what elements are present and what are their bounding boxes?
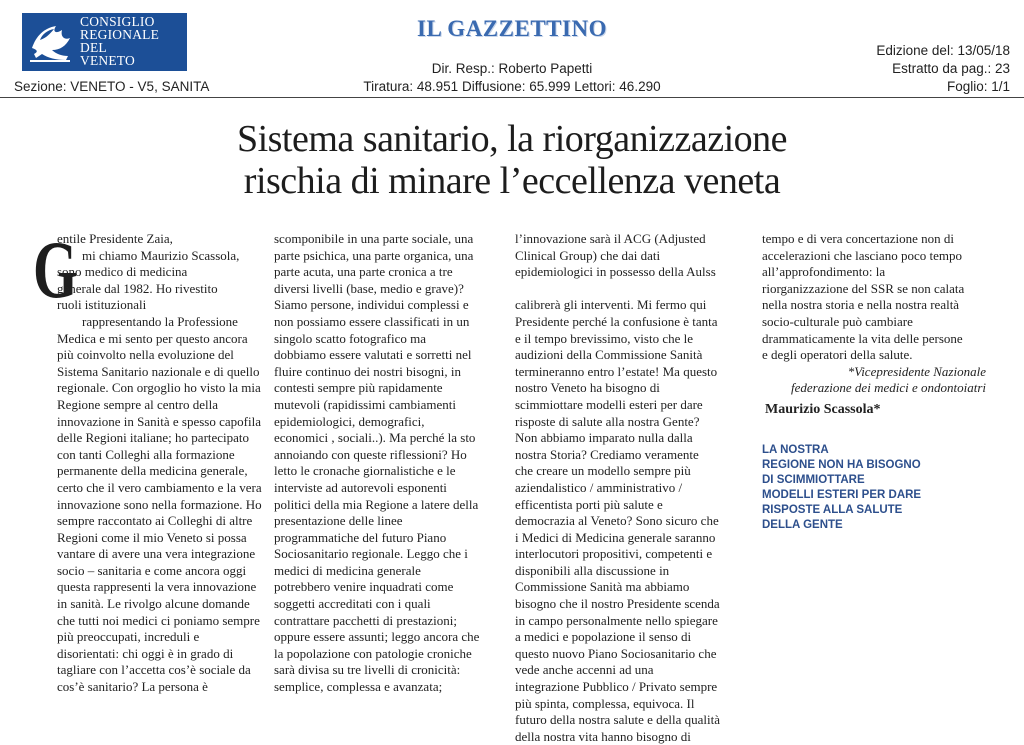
text-line: e degli operatori della salute. — [762, 347, 913, 363]
pull-quote — [762, 443, 986, 533]
text-line: vantare di avere una vera integrazione — [57, 546, 256, 562]
text-line: socio – sanitaria e come ancora oggi — [57, 562, 247, 578]
text-line: cos’è sanitario? La persona è — [57, 679, 208, 695]
logo-line: REGIONALE — [80, 27, 160, 42]
pull-quote-line: DI SCIMMIOTTARE — [762, 473, 865, 486]
text-line: tagliare con l’accetta cos’è sociale da — [57, 662, 251, 678]
text-line: tempo e di vera concertazione non di — [762, 231, 955, 246]
text-line: semplice, complessa e avanzata; — [274, 679, 443, 695]
text-line: termineranno entro l’estate! Ma questo — [515, 363, 718, 379]
text-line: delle Regioni italiane; ho partecipato — [57, 430, 250, 446]
logo-line: VENETO — [80, 53, 135, 68]
text-line: innovazione in Sanità e spesso capofila — [57, 413, 261, 429]
text-line: generale dal 1982. Ho rivestito — [57, 280, 218, 296]
text-line: contrattare pacchetti di prestazioni; — [274, 612, 457, 628]
text-line: con tanti Colleghi alla formazione — [57, 446, 235, 462]
text-line: bisogno che il nostro Presidente scenda — [515, 596, 720, 612]
text-line: entile Presidente Zaia, — [57, 231, 173, 246]
text-line: permanente della medicina generale, — [57, 463, 248, 479]
author-signature: Maurizio Scassola* — [765, 401, 881, 417]
text-line: più spinta, complessa, equivoca. Il — [515, 695, 695, 711]
logo-line: CONSIGLIO — [80, 14, 155, 29]
text-line: questa rappresenti la vera innovazione — [57, 579, 257, 595]
text-line: e il tempo brevissimo, visto che le — [515, 330, 693, 346]
text-line: che creare un modello sempre più — [515, 463, 691, 479]
text-line: oppure essere assunti; leggo ancora che — [274, 629, 480, 645]
text-line: i Medici di Medicina generale saranno — [515, 529, 716, 545]
logo-line: DEL — [80, 40, 107, 55]
text-line: regionale. Con orgoglio ho visto la mia — [57, 380, 261, 396]
article-column-4 — [762, 231, 986, 533]
text-line: parte acuta, una parte cronica a tre — [274, 264, 453, 280]
text-line: Clinical Group) che dai dati — [515, 247, 661, 263]
text-line: mutevoli (rapidissimi cambiamenti — [274, 396, 456, 412]
text-line: integrazione Pubblico / Privato sempre — [515, 679, 718, 695]
text-line: annoiando con queste riflessioni? Ho — [274, 446, 467, 462]
text-line: audizioni della Commissione Sanità — [515, 347, 703, 363]
text-line: diversi livelli (base, medio e grave)? — [274, 280, 464, 296]
text-line: a medici e popolazione il senso di — [515, 629, 692, 645]
text-line: parte psichica, una parte organica, una — [274, 247, 474, 263]
text-line: medici di medicina generale — [274, 562, 421, 578]
article-column-1 — [57, 231, 263, 696]
text-line: accelerazioni che lasciano poco tempo — [762, 247, 962, 263]
text-line: in campo personalmente nello spiegare — [515, 612, 718, 628]
text-line: singolo scatto fotografico ma — [274, 330, 426, 346]
text-line: la popolazione con patologie croniche — [274, 645, 472, 661]
text-line: socio-culturale può cambiare — [762, 313, 913, 329]
text-line: più coinvolto nella evoluzione del — [57, 347, 234, 363]
headline-line: rischia di minare l’eccellenza veneta — [243, 160, 781, 202]
text-line: certo che il vero cambiamento e la vera — [57, 479, 262, 495]
text-line: epidemiologici, demografici, — [274, 413, 425, 429]
text-line: democrazia al Veneto? Sono sicuro che — [515, 513, 719, 529]
author-role: federazione dei medici e ondontoiatri — [791, 380, 986, 396]
article-headline — [0, 118, 1024, 202]
text-line: riorganizzazione del SSR se non calata — [762, 280, 965, 296]
text-line: questo nuovo Piano Sociosanitario che — [515, 645, 717, 661]
text-line: contesti sempre più rapidamente — [274, 380, 443, 396]
text-line: l’innovazione sarà il ACG (Adjusted — [515, 231, 706, 246]
text-line: Sistema Sanitario nazionale e di quello — [57, 363, 260, 379]
director-info: Dir. Resp.: Roberto Papetti — [431, 61, 593, 76]
article-column-2 — [274, 231, 494, 696]
edition-date: Edizione del: 13/05/18 — [876, 43, 1010, 58]
newspaper-masthead: IL GAZZETTINO — [417, 16, 607, 41]
text-line: ruoli istituzionali — [57, 297, 147, 313]
text-line: scimmiottare modelli esteri per dare — [515, 396, 703, 412]
text-line: della nostra vita hanno bisogno di — [515, 728, 691, 744]
headline-line: Sistema sanitario, la riorganizzazione — [236, 118, 788, 160]
text-line: interviste ad autorevoli esponenti — [274, 479, 447, 495]
text-line: più preoccupati, increduli e — [57, 629, 200, 645]
text-line: mi chiamo Maurizio Scassola, — [82, 247, 240, 263]
pull-quote-line: DELLA GENTE — [762, 518, 843, 531]
text-line: che tutti noi medici ci poniamo sempre — [57, 612, 260, 628]
text-line: presentazione delle linee — [274, 513, 403, 529]
text-line: in sanità. Le rivolgo alcune domande — [57, 596, 250, 612]
text-line: potrebbero venire inquadrati come — [274, 579, 454, 595]
text-line: efficentista porti più salute e — [515, 496, 663, 512]
text-line: Commissione Sanità ma abbiamo — [515, 579, 690, 595]
article-column-3 — [515, 231, 740, 745]
text-line: nostro Veneto ha bisogno di — [515, 380, 660, 396]
text-line: risposte di salute alla nostra Gente? — [515, 413, 700, 429]
text-line: all’approfondimento: la — [762, 264, 886, 280]
circulation-info: Tiratura: 48.951 Diffusione: 65.999 Lettori: 46.290 — [363, 79, 661, 94]
text-line: soggetti accreditati con i quali — [274, 596, 431, 612]
text-line: Presidente perché la confusione è tanta — [515, 313, 718, 329]
clipping-header — [0, 0, 1024, 98]
text-line: Non abbiamo imparato nulla dalla — [515, 430, 693, 446]
text-line: innovazione sono nella formazione. Ho — [57, 496, 262, 512]
text-line: sarà divisa su tre livelli di cronicità: — [274, 662, 461, 678]
text-line: scomponibile in una parte sociale, una — [274, 231, 474, 246]
text-line: vede anche accenni ad una — [515, 662, 654, 678]
text-line: politici della mia Regione a latere della — [274, 496, 479, 512]
text-line: letto le cronache giornalistiche e le — [274, 463, 456, 479]
text-line: sono medico di medicina — [57, 264, 188, 280]
text-line: interlocutori propositivi, competenti e — [515, 546, 713, 562]
text-line: disorientati: chi oggi è in grado di — [57, 645, 234, 661]
text-line: Sociosanitario regionale. Leggo che i — [274, 546, 468, 562]
text-line: Regioni come il mio Veneto si possa — [57, 529, 247, 545]
section-info: Sezione: VENETO - V5, SANITA — [14, 79, 210, 94]
text-line: sempre raccontato ai Colleghi di altre — [57, 513, 253, 529]
text-line: calibrerà gli interventi. Mi fermo qui — [515, 297, 707, 313]
text-line: Regione sempre al centro della — [57, 396, 218, 412]
author-role: *Vicepresidente Nazionale — [847, 363, 986, 379]
text-line: nostra Storia? Crediamo veramente — [515, 446, 699, 462]
sheet-number: Foglio: 1/1 — [946, 79, 1010, 94]
text-line: aziendalistico / amministrativo / — [515, 479, 683, 495]
text-line: drammaticamente la vita delle persone — [762, 330, 963, 346]
pull-quote-line: RISPOSTE ALLA SALUTE — [762, 503, 903, 516]
text-line: economici , sociali..). Ma perché la sto — [274, 430, 476, 446]
drop-cap: G — [33, 224, 78, 315]
pull-quote-line: MODELLI ESTERI PER DARE — [762, 488, 922, 501]
text-line: disponibili alla discussione in — [515, 562, 670, 578]
text-line: dobbiamo essere valutati e sorretti nel — [274, 347, 472, 363]
extract-page: Estratto da pag.: 23 — [892, 61, 1010, 76]
text-line: programmatiche del futuro Piano — [274, 529, 447, 545]
text-line: Siamo persone, individui complessi e — [274, 297, 469, 313]
text-line: nella nostra storia e nella nostra realtà — [762, 297, 960, 313]
text-line: Medica e mi sento per questo ancora — [57, 330, 248, 346]
pull-quote-line: LA NOSTRA — [762, 443, 829, 456]
text-line: rappresentando la Professione — [82, 313, 238, 329]
pull-quote-line: REGIONE NON HA BISOGNO — [762, 458, 921, 471]
text-line: non possiamo essere classificati in un — [274, 313, 470, 329]
text-line: epidemiologici in possesso della Aulss — [515, 264, 716, 280]
text-line: fluire continuo dei nostri bisogni, in — [274, 363, 462, 379]
text-line: futuro della nostra salute e della qualità — [515, 712, 721, 728]
